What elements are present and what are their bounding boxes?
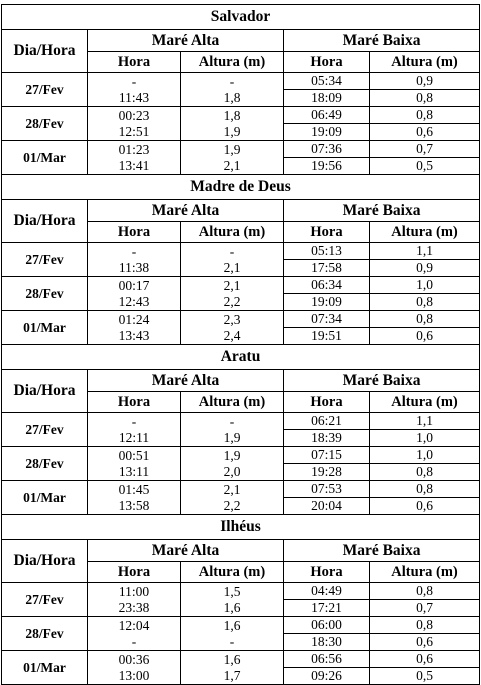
low-tide-height: 0,8: [370, 464, 480, 481]
low-tide-height: 0,6: [370, 328, 480, 345]
high-tide-hour: 12:04: [88, 617, 181, 634]
high-hour-header: Hora: [88, 562, 181, 583]
high-tide-hour: 11:43: [88, 90, 181, 107]
high-tide-hour: 13:41: [88, 158, 181, 175]
low-tide-height: 0,5: [370, 158, 480, 175]
high-tide-height: 2,4: [181, 328, 284, 345]
low-height-header: Altura (m): [370, 392, 480, 413]
low-hour-header: Hora: [284, 392, 370, 413]
station-header-row: [2, 345, 480, 370]
high-tide-height: 2,1: [181, 481, 284, 498]
low-tide-height: 0,8: [370, 107, 480, 124]
high-tide-height: 1,9: [181, 430, 284, 447]
low-tide-height: 0,9: [370, 73, 480, 90]
low-tide-hour: 05:34: [284, 73, 370, 90]
tide-group-header-row: [2, 370, 480, 392]
table-row: [2, 141, 480, 158]
station-name: Salvador: [2, 5, 480, 30]
high-tide-height: 1,9: [181, 141, 284, 158]
low-tide-hour: 17:58: [284, 260, 370, 277]
low-tide-hour: 19:09: [284, 294, 370, 311]
high-tide-height: 1,6: [181, 651, 284, 668]
day-label: 27/Fev: [2, 73, 88, 107]
high-tide-height: 1,9: [181, 124, 284, 141]
tide-table: [1, 4, 480, 685]
low-tide-height: 0,8: [370, 617, 480, 634]
high-tide-hour: 01:24: [88, 311, 181, 328]
table-row: [2, 243, 480, 260]
low-tide-height: 0,9: [370, 260, 480, 277]
low-tide-hour: 07:53: [284, 481, 370, 498]
day-label: 27/Fev: [2, 243, 88, 277]
low-hour-header: Hora: [284, 52, 370, 73]
high-tide-hour: 11:00: [88, 583, 181, 600]
table-row: [2, 651, 480, 668]
station-header-row: [2, 5, 480, 30]
low-tide-hour: 05:13: [284, 243, 370, 260]
table-row: [2, 107, 480, 124]
high-tide-height: 2,1: [181, 260, 284, 277]
high-tide-hour: 12:51: [88, 124, 181, 141]
table-row: [2, 583, 480, 600]
day-label: 28/Fev: [2, 617, 88, 651]
low-height-header: Altura (m): [370, 562, 480, 583]
high-height-header: Altura (m): [181, 392, 284, 413]
high-tide-height: -: [181, 634, 284, 651]
high-tide-hour: 13:00: [88, 668, 181, 685]
low-tide-height: 0,5: [370, 668, 480, 685]
low-tide-hour: 07:15: [284, 447, 370, 464]
day-label: 28/Fev: [2, 277, 88, 311]
low-tide-header: Maré Baixa: [284, 30, 480, 52]
table-row: [2, 277, 480, 294]
high-height-header: Altura (m): [181, 222, 284, 243]
high-height-header: Altura (m): [181, 52, 284, 73]
high-tide-header: Maré Alta: [88, 30, 284, 52]
day-label: 01/Mar: [2, 481, 88, 515]
low-tide-hour: 20:04: [284, 498, 370, 515]
station-name: Aratu: [2, 345, 480, 370]
low-tide-hour: 06:00: [284, 617, 370, 634]
high-tide-hour: 13:43: [88, 328, 181, 345]
table-row: [2, 617, 480, 634]
low-tide-hour: 19:09: [284, 124, 370, 141]
low-tide-height: 0,8: [370, 311, 480, 328]
station-name: Ilhéus: [2, 515, 480, 540]
tide-group-header-row: [2, 200, 480, 222]
low-tide-height: 0,8: [370, 481, 480, 498]
low-tide-header: Maré Baixa: [284, 200, 480, 222]
low-tide-hour: 18:09: [284, 90, 370, 107]
low-tide-hour: 07:36: [284, 141, 370, 158]
low-tide-height: 1,0: [370, 430, 480, 447]
low-tide-hour: 18:30: [284, 634, 370, 651]
low-tide-hour: 09:26: [284, 668, 370, 685]
low-tide-height: 0,6: [370, 634, 480, 651]
high-tide-height: -: [181, 73, 284, 90]
low-tide-height: 0,6: [370, 651, 480, 668]
low-tide-height: 1,0: [370, 277, 480, 294]
day-label: 27/Fev: [2, 413, 88, 447]
low-tide-height: 0,8: [370, 90, 480, 107]
high-tide-header: Maré Alta: [88, 540, 284, 562]
high-tide-hour: 01:45: [88, 481, 181, 498]
high-tide-hour: -: [88, 73, 181, 90]
high-tide-hour: 13:11: [88, 464, 181, 481]
low-tide-hour: 18:39: [284, 430, 370, 447]
low-tide-header: Maré Baixa: [284, 540, 480, 562]
high-hour-header: Hora: [88, 222, 181, 243]
day-label: 27/Fev: [2, 583, 88, 617]
high-tide-hour: -: [88, 413, 181, 430]
day-label: 28/Fev: [2, 447, 88, 481]
high-tide-hour: 00:51: [88, 447, 181, 464]
low-tide-height: 0,8: [370, 583, 480, 600]
high-tide-height: 2,2: [181, 294, 284, 311]
low-tide-hour: 04:49: [284, 583, 370, 600]
high-tide-height: -: [181, 413, 284, 430]
low-tide-height: 0,8: [370, 294, 480, 311]
low-tide-hour: 06:56: [284, 651, 370, 668]
low-tide-header: Maré Baixa: [284, 370, 480, 392]
high-tide-header: Maré Alta: [88, 200, 284, 222]
high-tide-height: 2,1: [181, 158, 284, 175]
low-tide-hour: 19:56: [284, 158, 370, 175]
table-row: [2, 413, 480, 430]
table-row: [2, 481, 480, 498]
low-tide-height: 0,7: [370, 600, 480, 617]
day-hour-header: Dia/Hora: [2, 30, 88, 73]
day-hour-header: Dia/Hora: [2, 540, 88, 583]
low-tide-height: 1,1: [370, 243, 480, 260]
high-tide-height: 1,6: [181, 600, 284, 617]
low-tide-hour: 06:49: [284, 107, 370, 124]
low-height-header: Altura (m): [370, 222, 480, 243]
high-height-header: Altura (m): [181, 562, 284, 583]
table-row: [2, 447, 480, 464]
high-tide-hour: -: [88, 243, 181, 260]
high-tide-height: 1,8: [181, 90, 284, 107]
high-tide-height: 1,8: [181, 107, 284, 124]
low-hour-header: Hora: [284, 222, 370, 243]
low-height-header: Altura (m): [370, 52, 480, 73]
high-tide-height: 1,9: [181, 447, 284, 464]
high-tide-hour: 23:38: [88, 600, 181, 617]
day-label: 01/Mar: [2, 651, 88, 685]
low-tide-height: 0,6: [370, 498, 480, 515]
station-name: Madre de Deus: [2, 175, 480, 200]
day-label: 01/Mar: [2, 311, 88, 345]
high-tide-height: 1,6: [181, 617, 284, 634]
day-label: 28/Fev: [2, 107, 88, 141]
high-hour-header: Hora: [88, 52, 181, 73]
high-tide-hour: 12:43: [88, 294, 181, 311]
low-tide-height: 0,6: [370, 124, 480, 141]
tide-group-header-row: [2, 30, 480, 52]
high-tide-height: 2,2: [181, 498, 284, 515]
station-header-row: [2, 175, 480, 200]
high-tide-hour: 00:36: [88, 651, 181, 668]
high-tide-height: 2,1: [181, 277, 284, 294]
low-tide-hour: 19:51: [284, 328, 370, 345]
tide-group-header-row: [2, 540, 480, 562]
low-hour-header: Hora: [284, 562, 370, 583]
station-header-row: [2, 515, 480, 540]
table-row: [2, 73, 480, 90]
high-tide-hour: 11:38: [88, 260, 181, 277]
high-tide-hour: 00:23: [88, 107, 181, 124]
high-tide-height: 1,5: [181, 583, 284, 600]
low-tide-hour: 06:21: [284, 413, 370, 430]
low-tide-hour: 06:34: [284, 277, 370, 294]
high-hour-header: Hora: [88, 392, 181, 413]
high-tide-hour: 13:58: [88, 498, 181, 515]
high-tide-height: 2,3: [181, 311, 284, 328]
high-tide-hour: -: [88, 634, 181, 651]
high-tide-hour: 00:17: [88, 277, 181, 294]
high-tide-hour: 01:23: [88, 141, 181, 158]
low-tide-hour: 19:28: [284, 464, 370, 481]
high-tide-hour: 12:11: [88, 430, 181, 447]
high-tide-height: 2,0: [181, 464, 284, 481]
high-tide-height: -: [181, 243, 284, 260]
low-tide-hour: 07:34: [284, 311, 370, 328]
low-tide-height: 0,7: [370, 141, 480, 158]
low-tide-height: 1,1: [370, 413, 480, 430]
day-hour-header: Dia/Hora: [2, 200, 88, 243]
day-label: 01/Mar: [2, 141, 88, 175]
low-tide-hour: 17:21: [284, 600, 370, 617]
high-tide-height: 1,7: [181, 668, 284, 685]
tide-table-body: [2, 5, 480, 685]
low-tide-height: 1,0: [370, 447, 480, 464]
table-row: [2, 311, 480, 328]
high-tide-header: Maré Alta: [88, 370, 284, 392]
day-hour-header: Dia/Hora: [2, 370, 88, 413]
